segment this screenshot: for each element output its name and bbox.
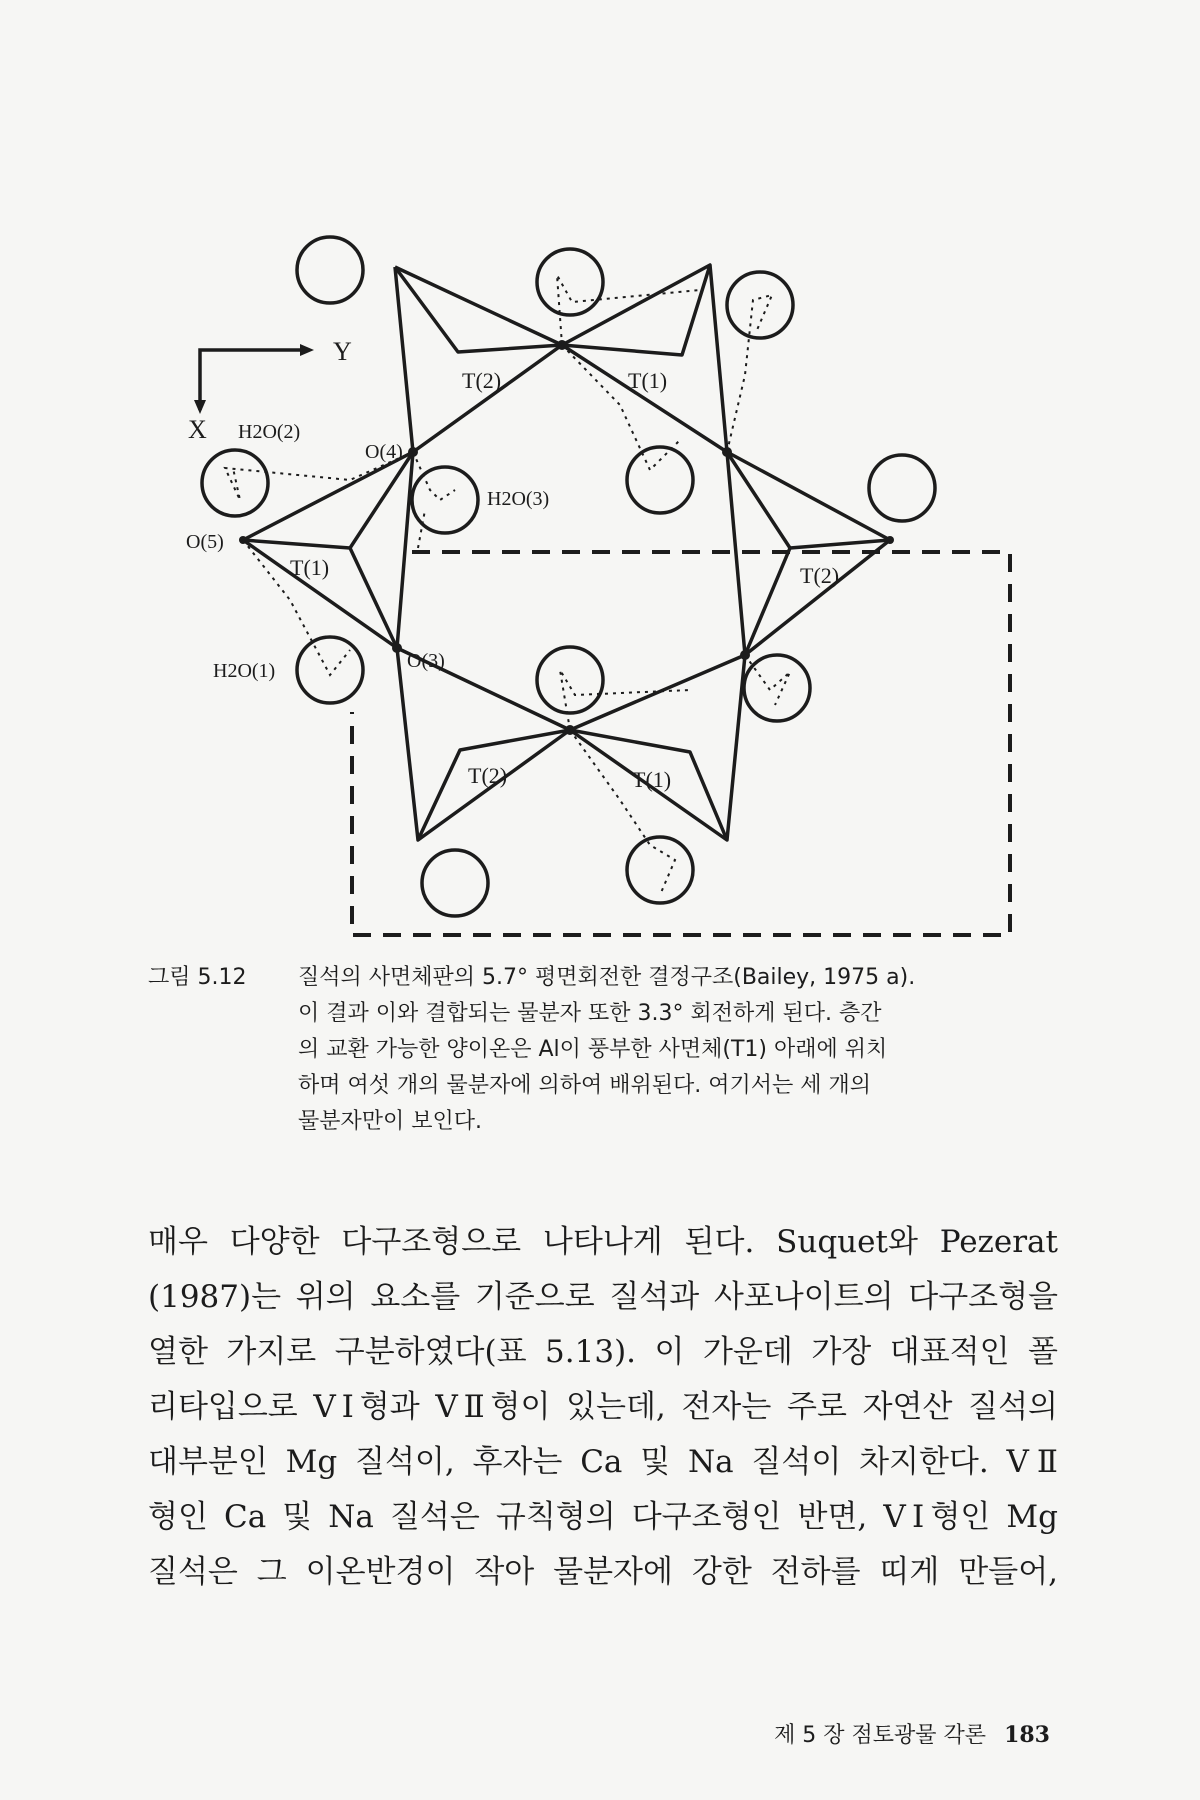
label-o3: O(3): [407, 650, 445, 672]
body-line: 열한 가지로 구분하였다(표 5.13). 이 가운데 가장 대표적인 폴: [148, 1334, 1058, 1370]
caption-number: 그림 5.12: [148, 965, 247, 990]
caption-line: 하며 여섯 개의 물분자에 의하여 배위된다. 여기서는 세 개의: [298, 1073, 871, 1098]
water-circle: [727, 272, 793, 338]
label-h2o1: H2O(1): [213, 660, 276, 682]
caption-body: [298, 960, 1058, 1140]
label-t2-right: T(2): [800, 563, 840, 588]
body-paragraph: [148, 1215, 1058, 1600]
label-t2-top: T(2): [462, 368, 502, 393]
caption-line: 질석의 사면체판의 5.7° 평면회전한 결정구조(Bailey, 1975 a).: [298, 965, 916, 990]
label-t1-bottom: T(1): [632, 767, 672, 792]
water-circle: [422, 850, 488, 916]
label-t1-left: T(1): [290, 555, 330, 580]
unit-cell-outline: [352, 552, 1010, 935]
water-circle: [202, 450, 268, 516]
label-h2o2: H2O(2): [238, 421, 301, 443]
body-line: 리타입으로 VⅠ형과 VⅡ형이 있는데, 전자는 주로 자연산 질석의: [148, 1389, 1058, 1425]
water-circle: [744, 655, 810, 721]
label-o4: O(4): [365, 441, 403, 463]
tetra-frame-top-left: [395, 267, 562, 452]
caption-line: 이 결과 이와 결합되는 물분자 또한 3.3° 회전하게 된다. 층간: [298, 1001, 882, 1026]
body-line: 형인 Ca 및 Na 질석은 규칙형의 다구조형인 반면, VⅠ형인 Mg: [148, 1499, 1058, 1535]
body-line: (1987)는 위의 요소를 기준으로 질석과 사포나이트의 다구조형을: [148, 1279, 1058, 1315]
water-circle: [537, 249, 603, 315]
water-circle: [869, 455, 935, 521]
water-circle: [297, 237, 363, 303]
caption-line: 의 교환 가능한 양이온은 Al이 풍부한 사면체(T1) 아래에 위치: [298, 1037, 888, 1062]
axis-y-label: Y: [333, 337, 352, 366]
chapter-title: 제 5 장 점토광물 각론: [774, 1723, 987, 1748]
water-circle: [297, 637, 363, 703]
caption-line: 물분자만이 보인다.: [298, 1109, 483, 1134]
water-circle: [627, 837, 693, 903]
label-o5: O(5): [186, 531, 224, 553]
water-circle: [627, 447, 693, 513]
water-circle: [537, 647, 603, 713]
label-h2o3: H2O(3): [487, 488, 550, 510]
page-footer: [774, 1718, 1050, 1749]
label-t2-bottom: T(2): [468, 763, 508, 788]
page-number: 183: [1004, 1722, 1050, 1748]
axis-x-label: X: [188, 415, 207, 444]
label-t1-top: T(1): [628, 368, 668, 393]
body-line: 질석은 그 이온반경이 작아 물분자에 강한 전하를 띠게 만들어,: [148, 1554, 1058, 1590]
body-line: 대부분인 Mg 질석이, 후자는 Ca 및 Na 질석이 차지한다. VⅡ: [148, 1444, 1058, 1480]
body-line: 매우 다양한 다구조형으로 나타나게 된다. Suquet와 Pezerat: [148, 1224, 1058, 1260]
